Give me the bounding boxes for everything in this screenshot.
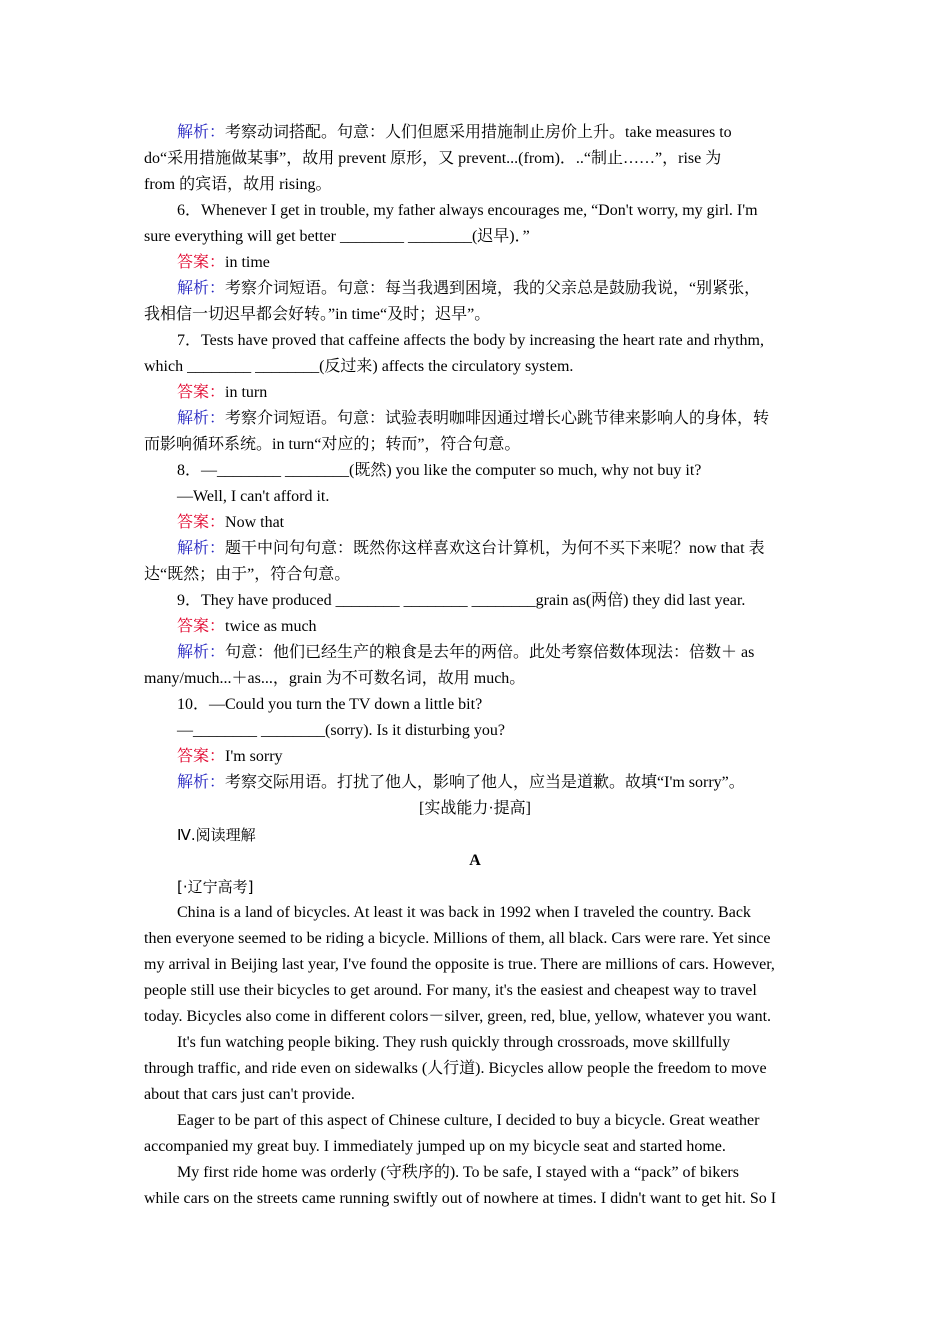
question-text: 10．—Could you turn the TV down a little bit? xyxy=(177,696,483,713)
passage-line: It's fun watching people biking. They rush quickly through crossroads, move skillfully xyxy=(177,1034,731,1051)
question-text: 7．Tests have proved that caffeine affects the body by increasing the heart rate and rhythm, xyxy=(177,332,764,349)
question-8 xyxy=(144,458,806,588)
explanation-label: 解析： xyxy=(177,280,226,297)
question-text: —________ ________(sorry). Is it disturbing you? xyxy=(177,722,505,739)
answer-label: 答案： xyxy=(177,384,226,401)
question-text: 6．Whenever I get in trouble, my father always encourages me, “Don't worry, my girl. I'm xyxy=(177,202,758,219)
question-text: —Well, I can't afford it. xyxy=(177,488,330,505)
explanation-text: 考察交际用语。打扰了他人，影响了他人，应当是道歉。故填“I'm sorry”。 xyxy=(225,774,745,791)
question-6 xyxy=(144,198,806,328)
explanation-text: many/much...＋as...，grain 为不可数名词，故用 much。 xyxy=(144,670,526,687)
passage-line: then everyone seemed to be riding a bicycle. Millions of them, all black. Cars were rare. Yet since xyxy=(144,930,771,947)
passage-paragraph-4 xyxy=(144,1160,806,1212)
passage-line: my arrival in Beijing last year, I've found the opposite is true. There are millions of cars. However, xyxy=(144,956,775,973)
answer-label: 答案： xyxy=(177,254,226,271)
passage-line: My first ride home was orderly (守秩序的). To be safe, I stayed with a “pack” of bikers xyxy=(177,1164,739,1181)
passage-letter: A xyxy=(469,852,481,869)
explanation-text: 而影响循环系统。in turn“对应的；转而”，符合句意。 xyxy=(144,436,521,453)
answer-label: 答案： xyxy=(177,748,226,765)
answer-label: 答案： xyxy=(177,618,226,635)
passage-line: through traffic, and ride even on sidewalks (人行道). Bicycles allow people the freedom to move xyxy=(144,1060,767,1077)
question-text: 9．They have produced ________ ________ ________grain as(两倍) they did last year. xyxy=(177,592,746,609)
answer-text: I'm sorry xyxy=(225,748,283,765)
passage-line: Eager to be part of this aspect of Chinese culture, I decided to buy a bicycle. Great weather xyxy=(177,1112,760,1129)
question-10 xyxy=(144,692,806,796)
explanation-text: from 的宾语，故用 rising。 xyxy=(144,176,332,193)
explanation-label: 解析： xyxy=(177,644,226,661)
explanation-text: do“采用措施做某事”，故用 prevent 原形，又 prevent...(from)．..“制止……”，rise 为 xyxy=(144,150,722,167)
explanation-label: 解析： xyxy=(177,540,226,557)
q5-explanation xyxy=(144,120,806,198)
passage-line: today. Bicycles also come in different colors－silver, green, red, blue, yellow, whatever you want. xyxy=(144,1008,772,1025)
passage-line: about that cars just can't provide. xyxy=(144,1086,355,1103)
question-7 xyxy=(144,328,806,458)
answer-text: Now that xyxy=(225,514,285,531)
explanation-label: 解析： xyxy=(177,124,226,141)
explanation-text: 考察介词短语。句意：试验表明咖啡因通过增长心跳节律来影响人的身体，转 xyxy=(225,410,770,427)
explanation-label: 解析： xyxy=(177,774,226,791)
explanation-text: 题干中问句句意：既然你这样喜欢这台计算机，为何不买下来呢？now that 表 xyxy=(225,540,765,557)
passage-line: people still use their bicycles to get around. For many, it's the easiest and cheapest way to travel xyxy=(144,982,757,999)
question-text: 8．—________ ________(既然) you like the computer so much, why not buy it? xyxy=(177,462,702,479)
document-page xyxy=(144,120,806,1212)
explanation-text: 达“既然；由于”，符合句意。 xyxy=(144,566,351,583)
explanation-text: 考察动词搭配。句意：人们但愿采用措施制止房价上升。take measures to xyxy=(225,124,732,141)
passage-paragraph-1 xyxy=(144,900,806,1030)
explanation-text: 我相信一切迟早都会好转。”in time“及时；迟早”。 xyxy=(144,306,491,323)
passage-line: China is a land of bicycles. At least it was back in 1992 when I traveled the country. Back xyxy=(177,904,751,921)
section-heading: [实战能力·提高] xyxy=(419,800,531,817)
part-heading: Ⅳ.阅读理解 xyxy=(177,826,256,844)
explanation-label: 解析： xyxy=(177,410,226,427)
explanation-text: 考察介词短语。句意：每当我遇到困境，我的父亲总是鼓励我说，“别紧张， xyxy=(225,280,761,297)
question-text: sure everything will get better ________ ________(迟早)．” xyxy=(144,228,530,245)
passage-source: [·辽宁高考] xyxy=(177,878,254,896)
passage-line: while cars on the streets came running swiftly out of nowhere at times. I didn't want to get hit. So I xyxy=(144,1190,777,1207)
answer-label: 答案： xyxy=(177,514,226,531)
answer-text: twice as much xyxy=(225,618,317,635)
answer-text: in time xyxy=(225,254,270,271)
explanation-text: 句意：他们已经生产的粮食是去年的两倍。此处考察倍数体现法：倍数＋ as xyxy=(225,644,755,661)
passage-line: accompanied my great buy. I immediately jumped up on my bicycle seat and started home. xyxy=(144,1138,726,1155)
answer-text: in turn xyxy=(225,384,268,401)
passage-paragraph-3 xyxy=(144,1108,806,1160)
question-text: which ________ ________(反过来) affects the circulatory system. xyxy=(144,358,574,375)
passage-paragraph-2 xyxy=(144,1030,806,1108)
question-9 xyxy=(144,588,806,692)
